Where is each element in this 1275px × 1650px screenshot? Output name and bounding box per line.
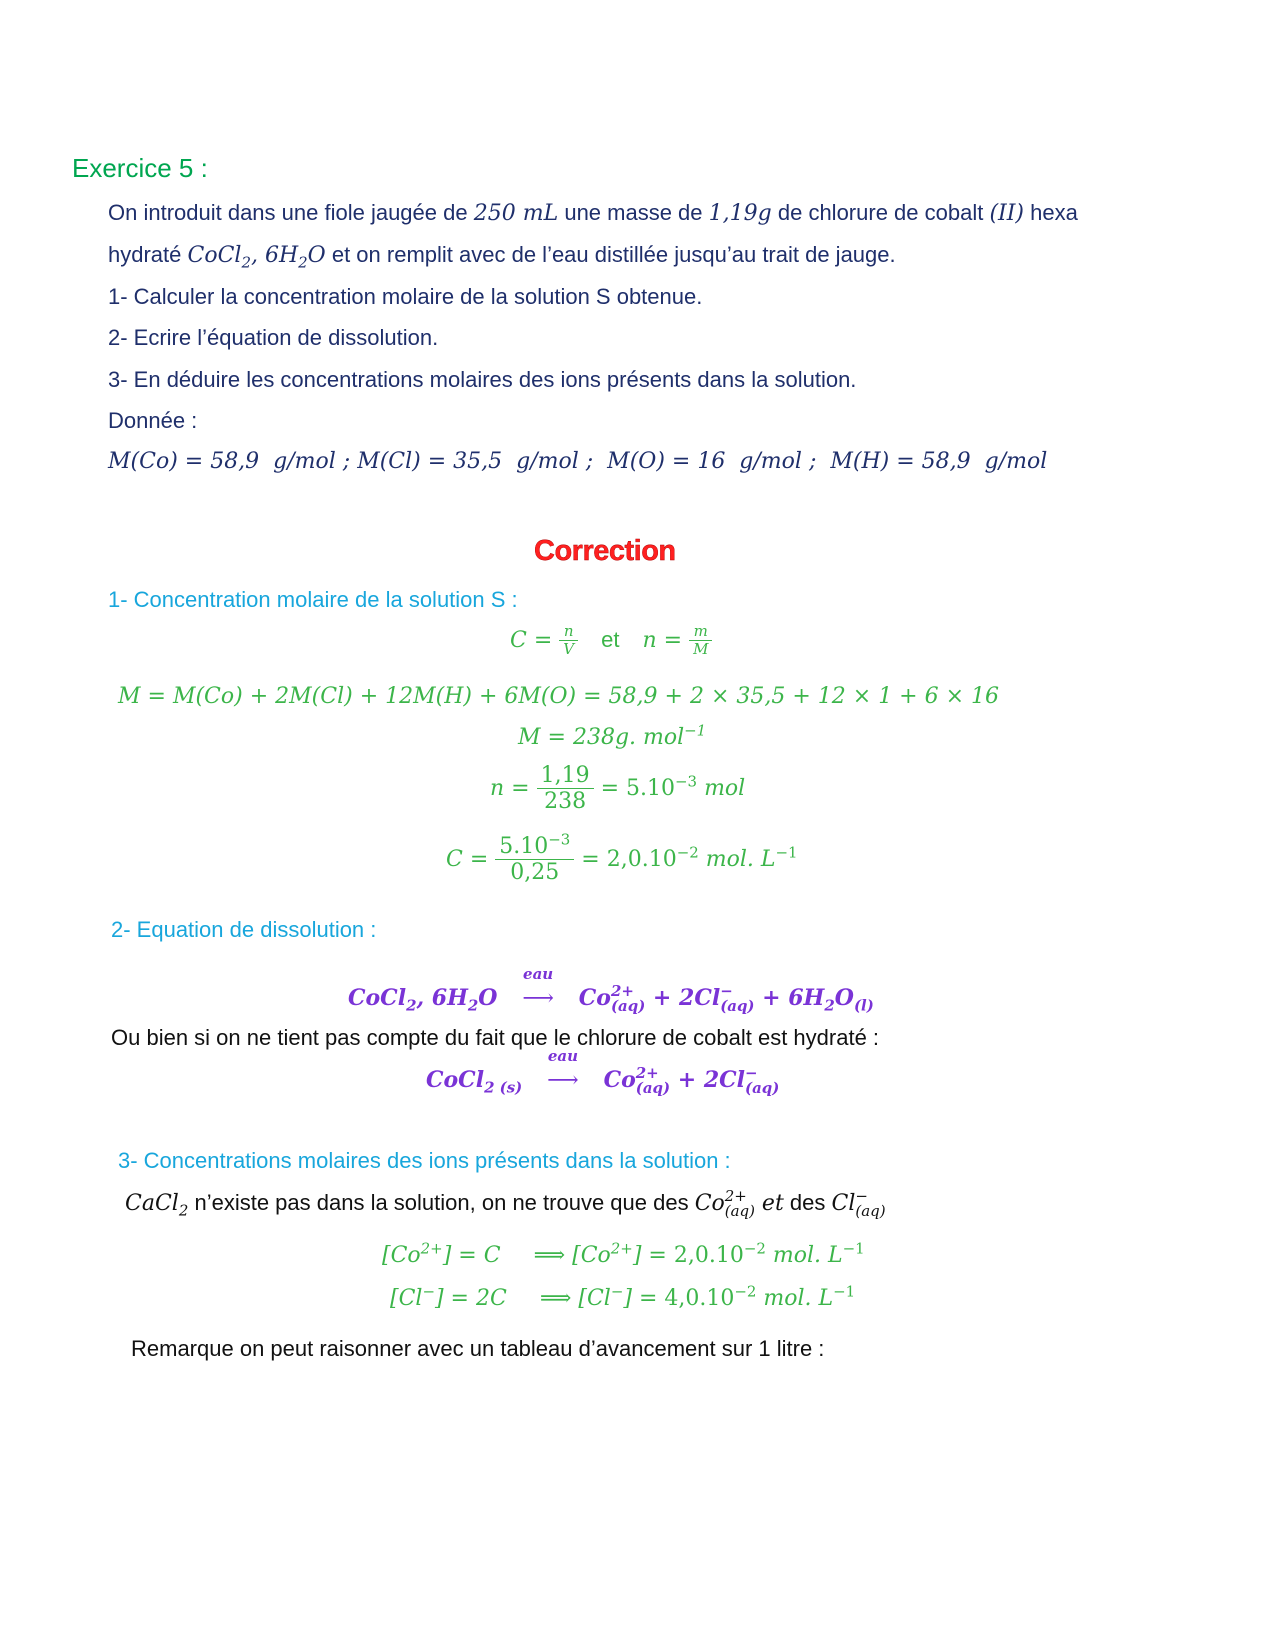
correction-title: Correction (534, 535, 676, 567)
question-2: 2- Ecrire l’équation de dissolution. (108, 325, 439, 350)
section-1-heading: 1- Concentration molaire de la solution S : (108, 587, 518, 612)
concentration-formula: C = $\frac{5.10^{-3}}{0,25}$ = $2,0.10^{-2}$ mol. $L^{-1}$ (446, 830, 798, 886)
remark: Remarque on peut raisonner avec un tableau d’avancement sur 1 litre : (131, 1336, 825, 1361)
alternative-note: Ou bien si on ne tient pas compte du fait que le chlorure de cobalt est hydraté : (111, 1025, 880, 1050)
molar-mass-result: M = 238g. mol$^{-1}$ (518, 721, 707, 750)
question-1: 1- Calculer la concentration molaire de la solution S obtenue. (108, 284, 703, 309)
exercise-heading: Exercice 5 : (72, 153, 208, 183)
molar-mass-formula: M = M(Co) + 2M(Cl) + 12M(H) + 6M(O) = 58,9 + 2 × 35,5 + 12 × 1 + 6 × 16 (118, 684, 1000, 709)
section-3-heading: 3- Concentrations molaires des ions présents dans la solution : (118, 1148, 731, 1173)
ions-explanation: CaCl$_2$ n’existe pas dans la solution, on ne trouve que des Co 2+ (aq) et des Cl − (aq) (125, 1187, 886, 1220)
moles-formula: n = $\frac{1,19}{238}$ = $5.10^{-3}$ mol (490, 763, 746, 815)
dissolution-equation-anhydrous: CoCl$_{2 (s)}$ eau ⟶ Co 2+ (aq) + 2Cl − (aq) (426, 1046, 780, 1097)
exercise-line-1: On introduit dans une fiole jaugée de 250 mL une masse de 1,19g de chlorure de cobalt (II) hexa (108, 200, 1078, 226)
cobalt-ion-concentration: $[Co^{2+}] = C$ ⟹ $[Co^{2+}] = 2,0.10^{-2}$ mol. $L^{-1}$ (382, 1239, 865, 1268)
section-2-heading: 2- Equation de dissolution : (111, 917, 377, 942)
data-label: Donnée : (108, 408, 198, 433)
data-line: M(Co) = 58,9 g/mol ; M(Cl) = 35,5 g/mol ; M(O) = 16 g/mol ; M(H) = 58,9 g/mol (108, 449, 1048, 474)
formula-c-n: C = $\frac{n}{V}$ et n = $\frac{m}{M}$ (510, 623, 712, 659)
chloride-ion-concentration: [Cl−] = 2C ⟹ $[Cl^-] = 4,0.10^{-2}$ mol. $L^{-1}$ (390, 1282, 856, 1311)
question-3: 3- En déduire les concentrations molaires des ions présents dans la solution. (108, 367, 857, 392)
dissolution-equation-hydrated: CoCl$_2$, $6H_2O$ eau ⟶ Co 2+ (aq) + 2Cl − (aq) + $6H_2O_{(l)}$ (348, 964, 874, 1015)
exercise-line-2: hydraté CoCl$_2$, $6H_2O$ et on remplit avec de l’eau distillée jusqu’au trait de jauge. (108, 242, 896, 272)
